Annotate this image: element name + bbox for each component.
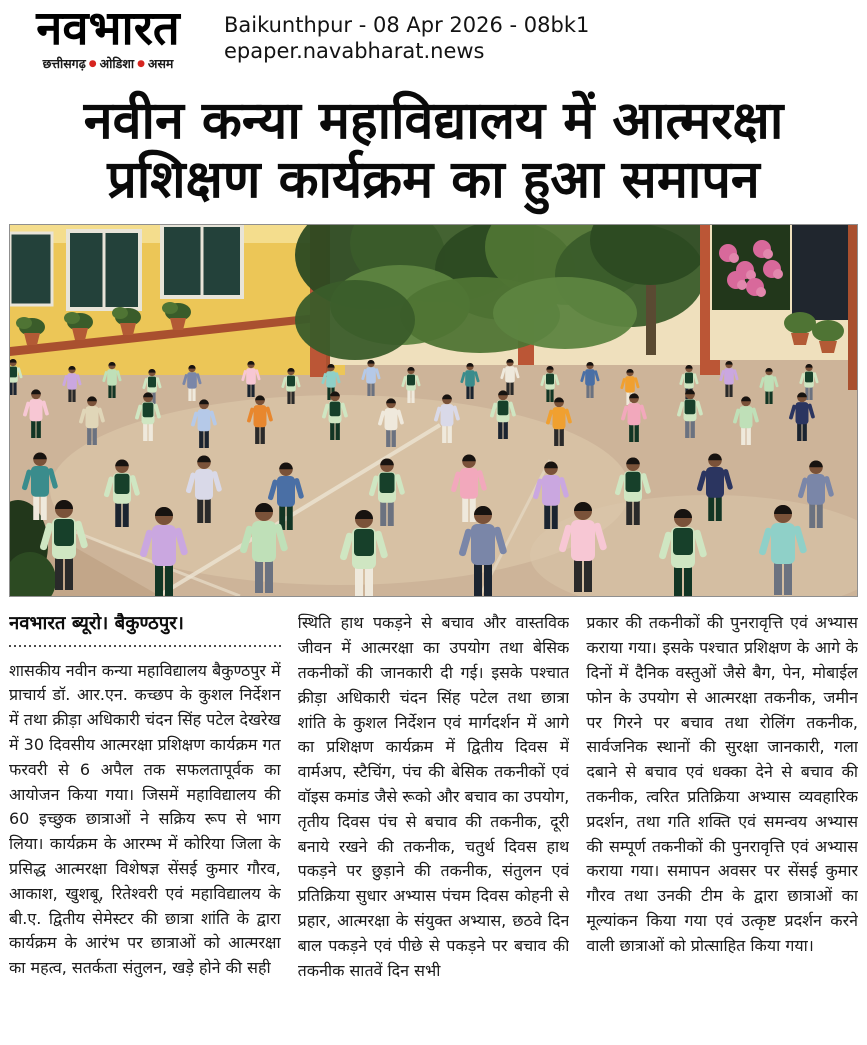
tagline-region-3: असम xyxy=(147,55,174,71)
byline-divider xyxy=(9,645,281,647)
article-body xyxy=(9,611,858,1035)
edition-date-line: Baikunthpur - 08 Apr 2026 - 08bk1 xyxy=(224,13,590,37)
newspaper-logo xyxy=(8,1,208,72)
tagline-region-2: ओडिशा xyxy=(99,55,135,71)
article-photo xyxy=(9,224,858,597)
article-column-1 xyxy=(9,611,281,1035)
logo-tagline xyxy=(8,55,208,72)
tagline-region-1: छत्तीसगढ़ xyxy=(42,55,86,71)
headline-line-1: नवीन कन्या महाविद्यालय में आत्मरक्षा xyxy=(83,90,784,151)
headline-line-2: प्रशिक्षण कार्यक्रम का हुआ समापन xyxy=(107,149,760,210)
photo-illustration xyxy=(10,225,857,596)
byline: नवभारत ब्यूरो। बैकुण्ठपुर। xyxy=(9,613,184,635)
bullet-icon: ● xyxy=(137,58,145,69)
article-text-col1: शासकीय नवीन कन्या महाविद्यालय बैकुण्ठपुर में प्राचार्य डॉ. आर.एन. कच्छप के कुशल निर्देशन में तथा क्रीड़ा अधिकारी चंदन सिंह पटेल देखरेख में 30 दिवसीय आत्मरक्षा प्रशिक्षण कार्यक्रम गत फरवरी से 6 अपैल तक सफलतापूर्वक का आयोजन किया गया। जिसमें महाविद्यालय की 60 इच्छुक छात्राओं ने सक्रिय रूप से भाग लिया। कार्यक्रम के आरम्भ में कोरिया जिला के प्रसिद्ध आत्मरक्षा विशेषज्ञ सेंसई कुमार गौरव, आकाश, खुशबू, रितेश्वरी एवं महाविद्यालय के बी.ए. द्वितीय सेमेस्टर की छात्रा शांति के द्वारा कार्यक्रम के आरंभ पर छात्राओं को आत्मरक्षा का महत्व, सतर्कता संतुलन, खड़े होने की सही xyxy=(9,660,281,978)
article-column-3 xyxy=(586,611,858,1035)
epaper-url: epaper.navabharat.news xyxy=(224,39,485,64)
bullet-icon: ● xyxy=(88,58,97,69)
edition-block xyxy=(224,5,589,64)
article-headline xyxy=(6,92,861,210)
masthead xyxy=(0,0,867,72)
logo-text: नवभारत xyxy=(36,1,180,56)
article-text-col3: प्रकार की तकनीकों की पुनरावृत्ति एवं अभ्यास कराया गया। इसके पश्चात प्रशिक्षण के आगे के दिनों में दैनिक वस्तुओं जैसे बैग, पेन, मोबाईल फोन के उपयोग से आत्मरक्षा तकनीक, जमीन पर गिरने पर बचाव तथा रोलिंग तकनीक, सार्वजनिक स्थानों की सुरक्षा जानकारी, गला दबाने से बचाव एवं धक्का देने से बचाव की तकनीक, त्वरित प्रतिक्रिया अभ्यास व्यवहारिक प्रदर्शन, तथा गति शक्ति एवं समन्वय अभ्यास की सम्पूर्ण तकनीकों की पुनरावृत्ति एवं अभ्यास कराया गया। समापन अवसर पर सेंसई कुमार गौरव तथा उनकी टीम के द्वारा छात्राओं का मूल्यांकन किया गया एवं उत्कृष्ट प्रदर्शन करने वाली छात्राओं को प्रोत्साहित किया गया। xyxy=(586,613,858,955)
article-text-col2: स्थिति हाथ पकड़ने से बचाव और वास्तविक जीवन में आत्मरक्षा का उपयोग तथा बेसिक तकनीकों की जानकारी दी गई। इसके पश्चात क्रीड़ा अधिकारी चंदन सिंह पटेल तथा छात्रा शांति के कुशल निर्देशन एवं मार्गदर्शन में आगे का प्रशिक्षण कार्यक्रम में द्वितीय दिवस में वार्मअप, स्टैचिंग, पंच की बेसिक तकनीकों एवं वॉइस कमांड जैसे रूको और बचाव का उपयोग, तृतीय दिवस पंच से बचाव की तकनीक, दूरी बनाये रखने की तकनीक, चतुर्थ दिवस हाथ पकड़ने पर छुड़ाने की तकनीक, संतुलन एवं प्रतिक्रिया सुधार अभ्यास पंचम दिवस कोहनी से प्रहार, आत्मरक्षा के संयुक्त अभ्यास, छठवे दिन बाल पकड़ने एवं पीछे से पकड़ने पर बचाव की तकनीक सातवें दिन सभी xyxy=(297,613,570,980)
article-column-2 xyxy=(298,611,570,1035)
